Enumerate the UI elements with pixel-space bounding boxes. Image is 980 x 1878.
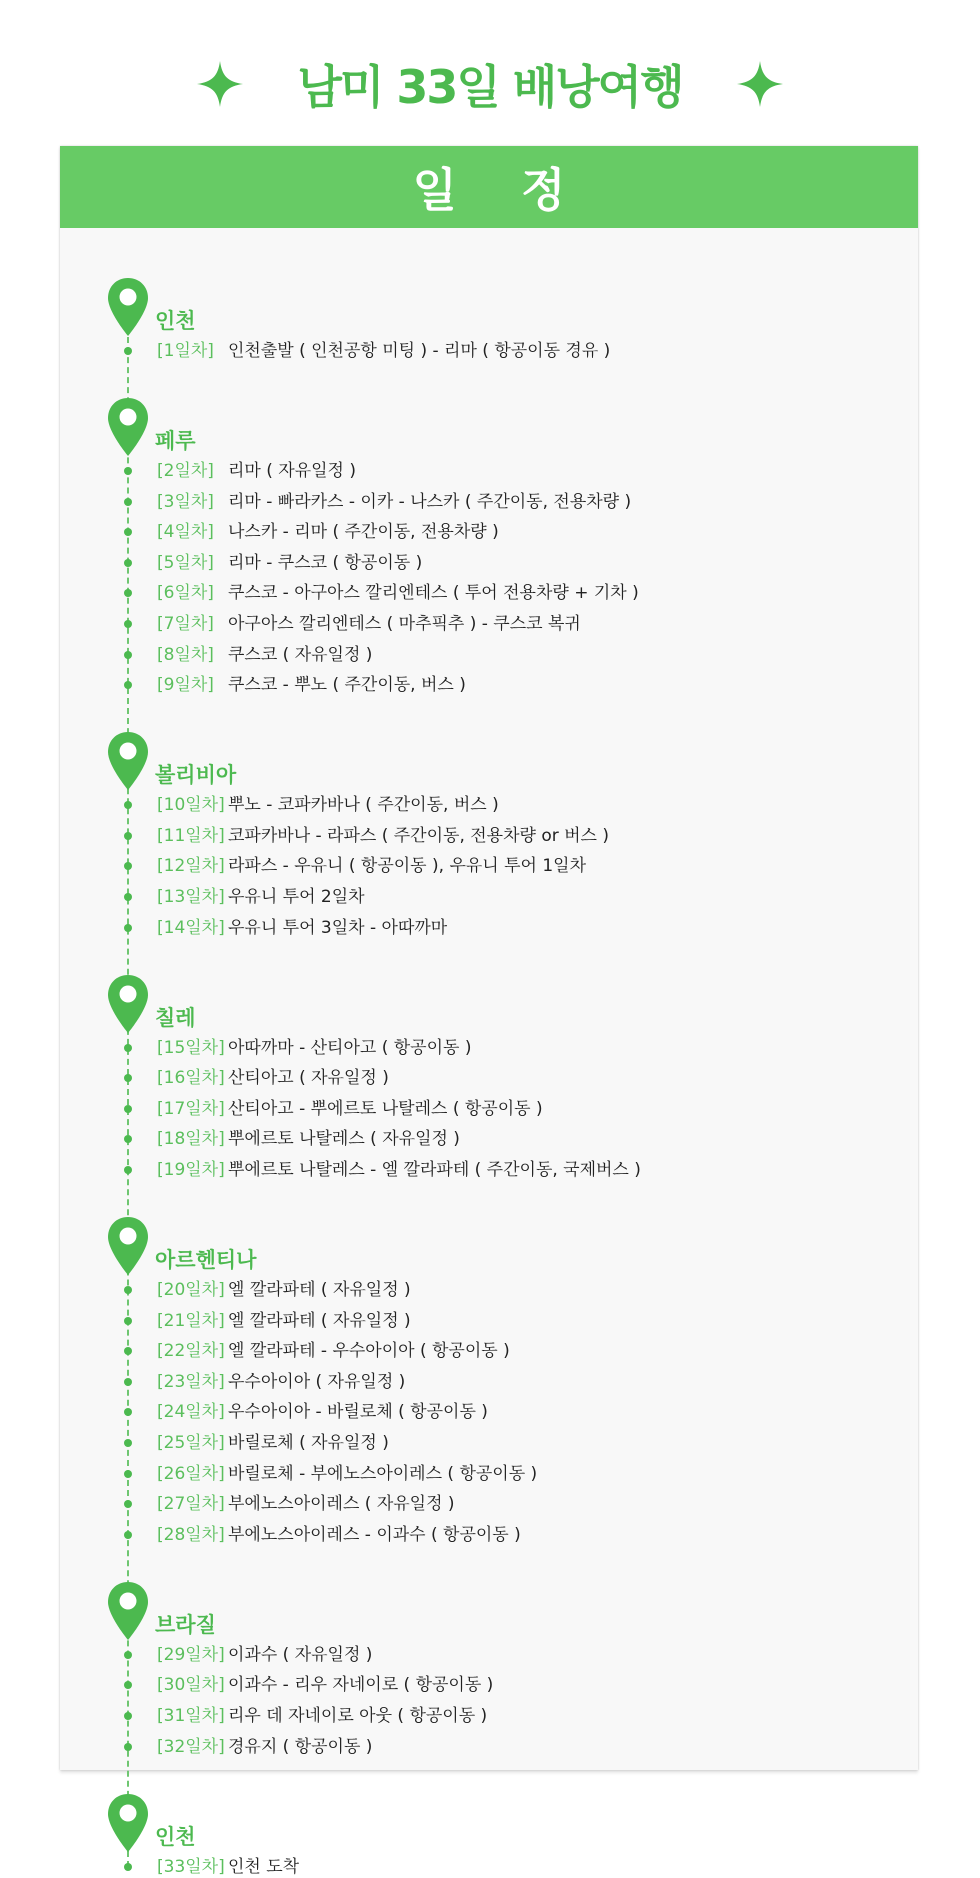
day-description: 부에노스아이레스 - 이과수 ( 항공이동 )	[228, 1524, 521, 1545]
timeline-dot	[124, 1378, 132, 1386]
day-label: [20일차]	[157, 1280, 225, 1300]
day-label: [21일차]	[157, 1310, 225, 1331]
timeline-dot	[124, 832, 132, 840]
day-description: 리마 - 빠라카스 - 이카 - 나스카 ( 주간이동, 전용차량 )	[228, 491, 632, 512]
day-description: 쿠스코 - 아구아스 깔리엔테스 ( 투어 전용차량 + 기차 )	[228, 583, 639, 604]
day-label: [6일차]	[157, 583, 214, 604]
day-description: 우유니 투어 2일차	[228, 887, 365, 907]
country-heading: 인천	[155, 309, 196, 333]
day-label: [27일차]	[157, 1494, 225, 1515]
map-pin-icon	[107, 1793, 149, 1853]
day-label: [22일차]	[157, 1341, 225, 1362]
day-description: 바릴로체 ( 자유일정 )	[228, 1433, 389, 1453]
day-label: [15일차]	[157, 1037, 225, 1058]
day-label: [23일차]	[157, 1371, 225, 1392]
day-label: [10일차]	[157, 795, 225, 816]
day-description: 엘 깔라파테 ( 자유일정 )	[228, 1310, 411, 1331]
day-label: [2일차]	[157, 461, 214, 481]
day-description: 엘 깔라파테 ( 자유일정 )	[228, 1280, 411, 1300]
timeline-dot	[124, 1531, 132, 1539]
day-label: [3일차]	[157, 491, 214, 512]
timeline-dot	[124, 1439, 132, 1447]
map-pin-icon	[107, 1581, 149, 1641]
timeline-dot	[124, 1863, 132, 1871]
country-heading: 인천	[155, 1824, 196, 1849]
timeline-dot	[124, 1681, 132, 1689]
day-label: [1일차]	[157, 341, 214, 361]
day-description: 리마 - 쿠스코 ( 항공이동 )	[228, 552, 423, 573]
timeline-dot	[124, 1651, 132, 1659]
day-description: 나스카 - 리마 ( 주간이동, 전용차량 )	[228, 522, 499, 543]
day-label: [30일차]	[157, 1675, 225, 1696]
day-description: 라파스 - 우유니 ( 항공이동 ), 우유니 투어 1일차	[228, 856, 587, 877]
timeline-dot	[124, 924, 132, 932]
timeline-dot	[124, 1074, 132, 1082]
timeline-dot	[124, 528, 132, 536]
day-label: [25일차]	[157, 1433, 225, 1453]
itinerary-timeline	[60, 146, 918, 1877]
day-description: 우수아이아 ( 자유일정 )	[228, 1371, 406, 1392]
country-heading: 페루	[155, 429, 196, 453]
country-heading: 칠레	[155, 1005, 196, 1030]
schedule-title: 일 정	[412, 163, 590, 217]
day-description: 인천 도착	[228, 1856, 300, 1877]
day-description: 뿌노 - 코파카바나 ( 주간이동, 버스 )	[228, 795, 499, 816]
day-description: 아구아스 깔리엔테스 ( 마추픽추 ) - 쿠스코 복귀	[228, 614, 581, 634]
day-label: [14일차]	[157, 917, 225, 938]
country-heading: 아르헨티나	[155, 1248, 257, 1272]
timeline-dot	[124, 467, 132, 475]
day-label: [32일차]	[157, 1736, 225, 1757]
timeline-dot	[124, 862, 132, 870]
day-description: 산티아고 ( 자유일정 )	[228, 1068, 389, 1089]
day-label: [19일차]	[157, 1160, 225, 1180]
day-label: [12일차]	[157, 856, 225, 877]
country-heading: 브라질	[155, 1612, 216, 1637]
day-description: 산티아고 - 뿌에르토 나탈레스 ( 항공이동 )	[228, 1098, 543, 1119]
timeline-dot	[124, 1044, 132, 1052]
map-pin-icon	[107, 397, 149, 457]
day-label: [5일차]	[157, 552, 214, 573]
day-description: 바릴로체 - 부에노스아이레스 ( 항공이동 )	[228, 1463, 538, 1484]
day-label: [33일차]	[157, 1856, 225, 1877]
schedule-card	[60, 146, 918, 1877]
day-label: [8일차]	[157, 644, 214, 665]
timeline-dot	[124, 1166, 132, 1174]
map-pin-icon	[107, 974, 149, 1034]
timeline-dot	[124, 347, 132, 355]
day-label: [11일차]	[157, 825, 225, 846]
day-description: 이과수 - 리우 자네이로 ( 항공이동 )	[228, 1675, 494, 1696]
map-pin-icon	[107, 1216, 149, 1276]
map-pin-icon	[107, 731, 149, 791]
day-label: [24일차]	[157, 1402, 225, 1423]
sparkle-icon	[195, 59, 245, 109]
day-label: [9일차]	[157, 675, 214, 696]
day-label: [26일차]	[157, 1463, 225, 1484]
day-description: 코파카바나 - 라파스 ( 주간이동, 전용차량 or 버스 )	[228, 825, 610, 846]
timeline-dot	[124, 651, 132, 659]
timeline-dot	[124, 1408, 132, 1416]
day-label: [29일차]	[157, 1644, 225, 1665]
day-description: 엘 깔라파테 - 우수아이아 ( 항공이동 )	[228, 1341, 510, 1362]
day-description: 뿌에르토 나탈레스 - 엘 깔라파테 ( 주간이동, 국제버스 )	[228, 1160, 641, 1180]
day-description: 부에노스아이레스 ( 자유일정 )	[228, 1494, 455, 1515]
day-description: 경유지 ( 항공이동 )	[228, 1736, 373, 1757]
day-label: [13일차]	[157, 887, 225, 907]
day-label: [4일차]	[157, 522, 214, 543]
sparkle-icon	[735, 59, 785, 109]
day-description: 우수아이아 - 바릴로체 ( 항공이동 )	[228, 1402, 488, 1423]
map-pin-icon	[107, 277, 149, 337]
timeline-dot	[124, 620, 132, 628]
day-label: [16일차]	[157, 1068, 225, 1089]
country-heading: 볼리비아	[155, 763, 237, 788]
day-label: [31일차]	[157, 1706, 225, 1726]
page-title-row	[0, 48, 980, 120]
timeline-dot	[124, 1347, 132, 1355]
timeline-dot	[124, 559, 132, 567]
timeline-dot	[124, 498, 132, 506]
timeline-dot	[124, 1743, 132, 1751]
day-label: [18일차]	[157, 1129, 225, 1150]
timeline-dot	[124, 1500, 132, 1508]
timeline-dot	[124, 681, 132, 689]
timeline-dot	[124, 893, 132, 901]
timeline-dot	[124, 1317, 132, 1325]
day-description: 뿌에르토 나탈레스 ( 자유일정 )	[228, 1129, 460, 1150]
timeline-dot	[124, 801, 132, 809]
day-description: 쿠스코 - 뿌노 ( 주간이동, 버스 )	[228, 675, 466, 696]
timeline-dot	[124, 1105, 132, 1113]
day-description: 우유니 투어 3일차 - 아따까마	[228, 917, 448, 938]
day-label: [17일차]	[157, 1098, 225, 1119]
timeline-dot	[124, 1470, 132, 1478]
day-description: 쿠스코 ( 자유일정 )	[228, 644, 373, 665]
day-description: 아따까마 - 산티아고 ( 항공이동 )	[228, 1037, 472, 1058]
day-description: 이과수 ( 자유일정 )	[228, 1644, 373, 1665]
day-description: 리마 ( 자유일정 )	[228, 461, 357, 481]
page-title: 남미 33일 배낭여행	[297, 60, 683, 114]
timeline-dot	[124, 1286, 132, 1294]
day-label: [28일차]	[157, 1524, 225, 1545]
timeline-dot	[124, 1135, 132, 1143]
timeline-dot	[124, 1712, 132, 1720]
day-label: [7일차]	[157, 614, 214, 634]
day-description: 인천출발 ( 인천공항 미팅 ) - 리마 ( 항공이동 경유 )	[228, 341, 611, 361]
timeline-dot	[124, 589, 132, 597]
day-description: 리우 데 자네이로 아웃 ( 항공이동 )	[228, 1706, 488, 1726]
